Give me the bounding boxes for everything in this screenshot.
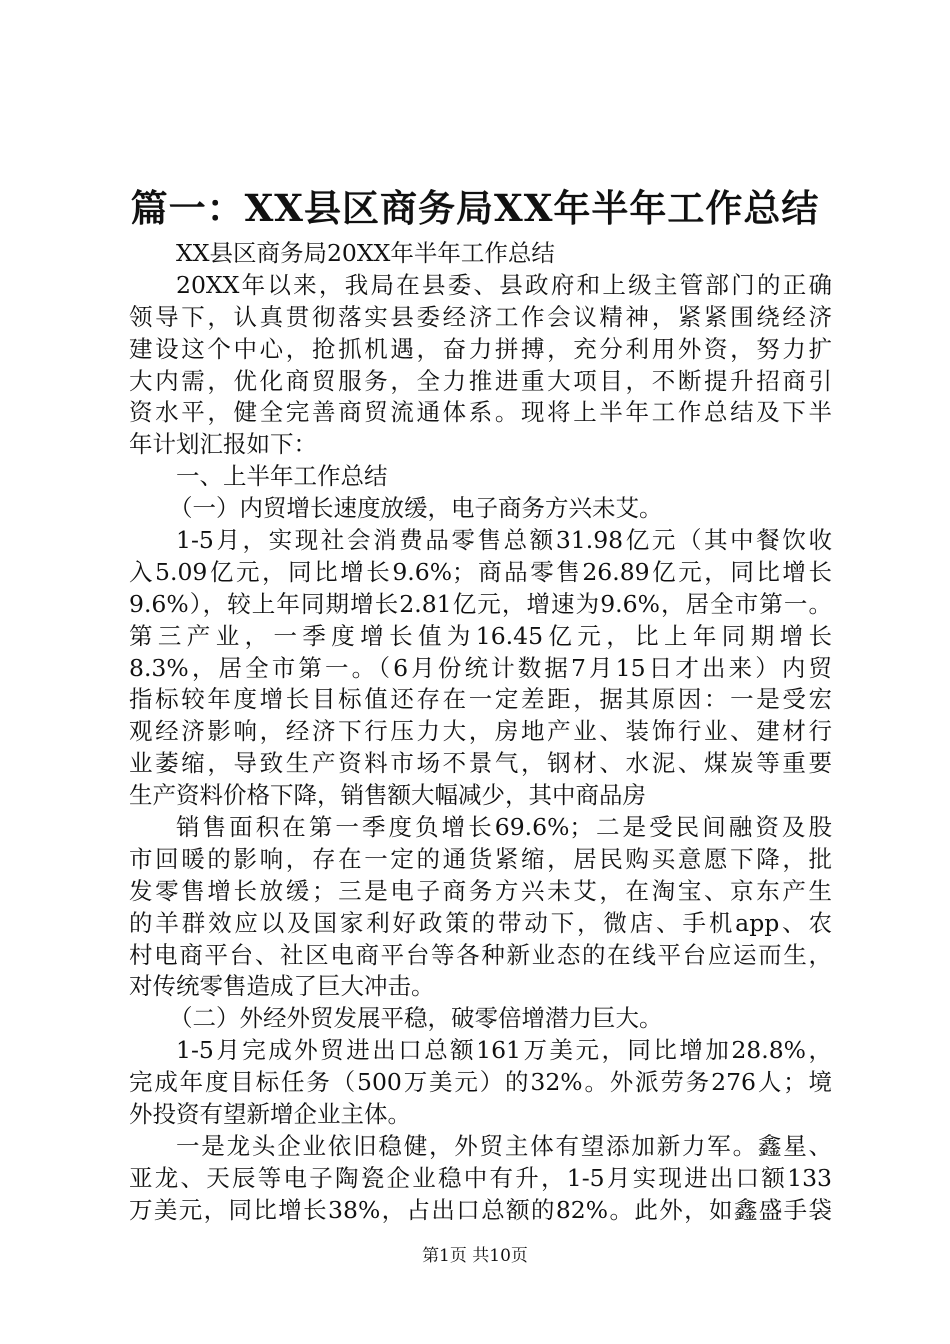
paragraph-line: 1-5月完成外贸进出口总额161万美元，同比增加28.8%，	[176, 1036, 832, 1065]
paragraph-line: 9.6%），较上年同期增长2.81亿元，增速为9.6%，居全市第一。	[129, 589, 832, 618]
document-body	[129, 238, 832, 1227]
paragraph-line: 1-5月，实现社会消费品零售总额31.98亿元（其中餐饮收	[176, 526, 832, 555]
paragraph-line: 业萎缩，导致生产资料市场不景气，钢材、水泥、煤炭等重要	[129, 749, 832, 778]
subtitle-line: XX县区商务局20XX年半年工作总结	[176, 239, 555, 267]
paragraph-line: 万美元，同比增长38%，占出口总额的82%。此外，如鑫盛手袋	[129, 1195, 832, 1224]
paragraph-line: 市回暖的影响，存在一定的通货紧缩，居民购买意愿下降，批	[129, 844, 832, 873]
paragraph-line: 指标较年度增长目标值还存在一定差距，据其原因：一是受宏	[129, 685, 832, 714]
page-number-footer: 第1页 共10页	[422, 1246, 528, 1266]
paragraph-line: 领导下，认真贯彻落实县委经济工作会议精神，紧紧围绕经济	[129, 302, 832, 331]
subsection-heading: （一）内贸增长速度放缓，电子商务方兴未艾。	[169, 494, 663, 523]
paragraph-line: 亚龙、天辰等电子陶瓷企业稳中有升，1-5月实现进出口额133	[129, 1163, 832, 1192]
paragraph-line: 8.3%，居全市第一。（6月份统计数据7月15日才出来）内贸	[129, 653, 832, 682]
paragraph-line: 第三产业，一季度增长值为16.45亿元，比上年同期增长	[129, 621, 832, 650]
paragraph-line: 生产资料价格下降，销售额大幅减少，其中商品房	[129, 781, 646, 810]
paragraph-line: 入5.09亿元，同比增长9.6%；商品零售26.89亿元，同比增长	[129, 557, 832, 586]
paragraph-line: 发零售增长放缓；三是电子商务方兴未艾，在淘宝、京东产生	[129, 876, 832, 905]
paragraph-line: 完成年度目标任务（500万美元）的32%。外派劳务276人；境	[129, 1068, 832, 1097]
paragraph-line: 20XX年以来，我局在县委、县政府和上级主管部门的正确	[176, 270, 832, 299]
paragraph-line: 年计划汇报如下：	[129, 430, 317, 459]
paragraph-line: 外投资有望新增企业主体。	[129, 1100, 411, 1129]
subsection-heading: （二）外经外贸发展平稳，破零倍增潜力巨大。	[169, 1004, 663, 1033]
paragraph-line: 村电商平台、社区电商平台等各种新业态的在线平台应运而生，	[129, 940, 832, 969]
paragraph-line: 一是龙头企业依旧稳健，外贸主体有望添加新力军。鑫星、	[176, 1131, 832, 1160]
paragraph-line: 对传统零售造成了巨大冲击。	[129, 972, 435, 1001]
section-heading: 一、上半年工作总结	[176, 462, 388, 491]
paragraph-line: 销售面积在第一季度负增长69.6%；二是受民间融资及股	[176, 813, 832, 842]
paragraph-line: 资水平，健全完善商贸流通体系。现将上半年工作总结及下半	[129, 398, 832, 427]
paragraph-line: 的羊群效应以及国家利好政策的带动下，微店、手机app、农	[129, 908, 832, 937]
paragraph-line: 大内需，优化商贸服务，全力推进重大项目，不断提升招商引	[129, 366, 832, 395]
document-title: 篇一：XX县区商务局XX年半年工作总结	[130, 186, 820, 230]
paragraph-line: 建设这个中心，抢抓机遇，奋力拼搏，充分利用外资，努力扩	[129, 334, 832, 363]
paragraph-line: 观经济影响，经济下行压力大，房地产业、装饰行业、建材行	[129, 717, 832, 746]
